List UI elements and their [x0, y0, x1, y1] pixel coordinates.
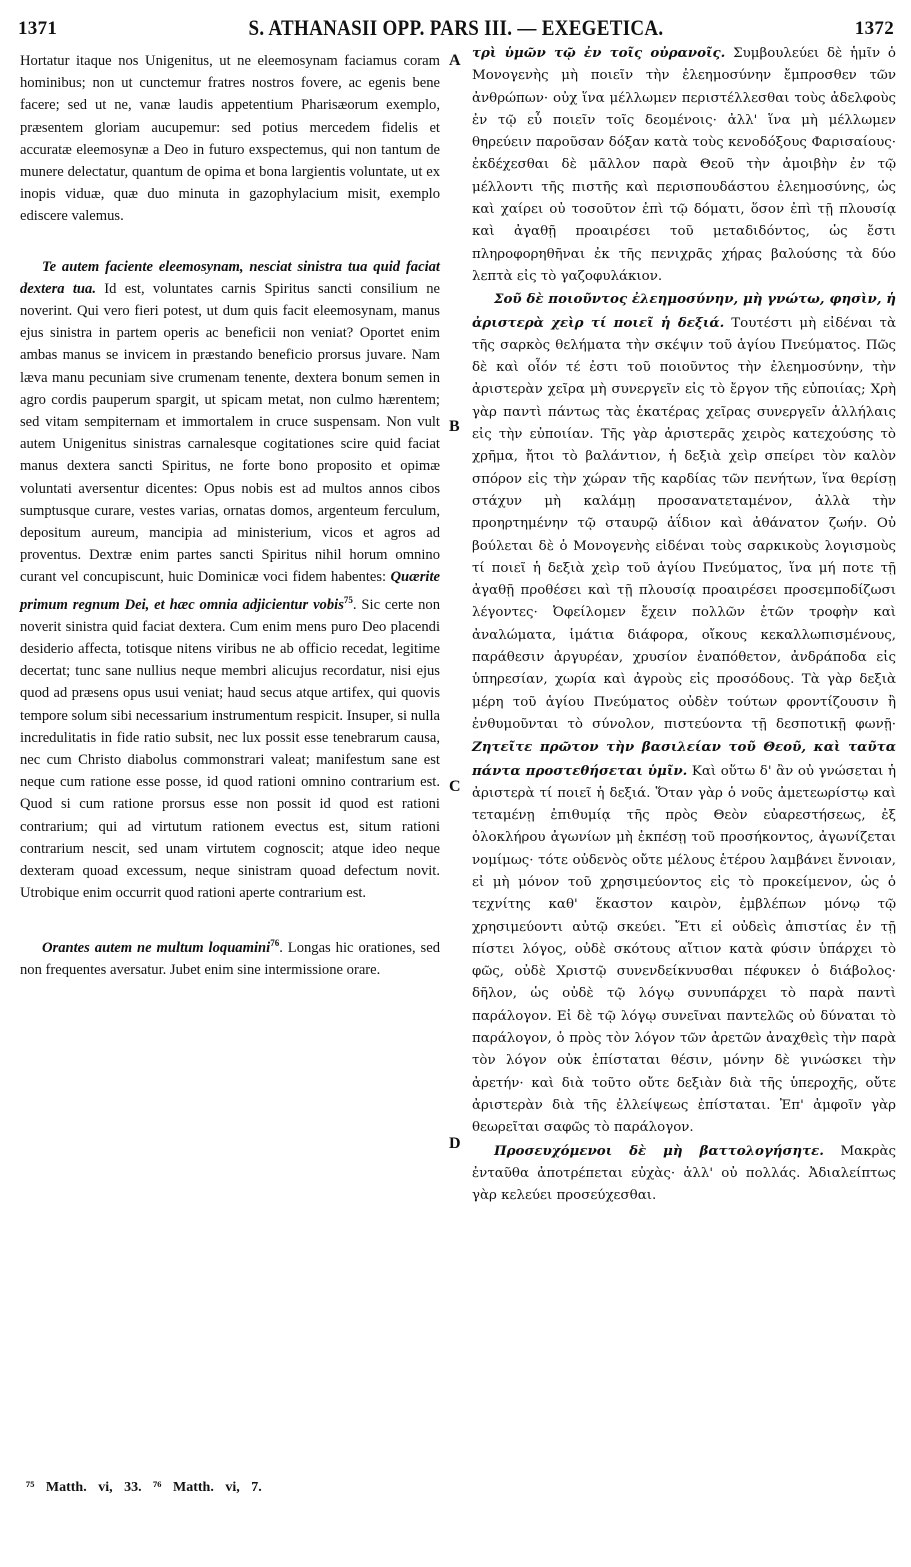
greek-paragraph-3	[472, 1140, 896, 1208]
greek-lemma-2: Σοῦ δὲ ποιοῦντος ἐλεημοσύνην, μὴ γνώτω, φησὶν, ἡ ἀριστερὰ χεὶρ τί ποιεῖ ἡ δεξιά.	[472, 291, 896, 331]
margin-letter-a: A	[449, 52, 461, 69]
greek-column	[472, 42, 896, 1207]
greek-text-2: Τουτέστι μὴ εἰδέναι τὰ τῆς σαρκὸς θελήματα τὴν σκέψιν τοῦ ἁγίου Πνεύματος. Πῶς δὲ καὶ οἷόν τέ ἐστι τοῦ ποιοῦντος τὴν ἐλεημοσύνην, τὴν ἀριστερὰν χεῖρα μὴ συνεργεῖν εἰς τὸ ἔργον τῆς εὐποιίας; Χρὴ γὰρ παντὶ πάντως τὰς ἑκατέρας χεῖρας συνεργεῖν ἀλλήλαις εἰς τὴν εὐποιίαν. Τῆς γὰρ ἀριστερᾶς χειρὸς κατεχούσης τὸ χρῆμα, ἤτοι τὸ βαλάντιον, ἡ δεξιὰ χεὶρ σπείρει τὸν καλὸν σπόρον εἰς τὴν χώραν τῆς καρδίας τῶν πενήτων, ἵνα θερίσῃ στάχυν μὴ καλάμῃ προσανατεταμένον, ἀλλὰ τὴν προηρτημένην τῷ σταυρῷ ἀΐδιον καὶ ἀθάνατον ζωήν. Οὐ βούλεται δὲ ὁ Μονογενὴς εἰδέναι τοὺς σαρκικοὺς λογισμοὺς τί ποιεῖ ἡ δεξιὰ χεὶρ τοῦ ἁγίου Πνεύματος, ἵνα μή ποτε τῇ ἀγαθῇ προθέσει καὶ τῇ πλουσίᾳ προαιρέσει προσεμποδίζωσι λέγοντες· Ὀφείλομεν ἔχειν πολλῶν ἐτῶν τροφὴν καὶ ἀναλώματα, ἱμάτια διάφορα, οἴκους κεκαλλωπισμένους, παράθεσιν ἀργυρέαν, χρυσίον ἐναπόθετον, ἀνδράποδα εἰς ὑπηρεσίαν, χωρία καὶ ἀγροὺς εἰς προσόδους. Τὰ γὰρ δεξιὰ μέρη τοῦ ἁγίου Πνεύματος οὐδὲν τούτων φροντίζουσιν ἢ ἐνθυμοῦνται τὸ σύνολον, πιστεύοντα τῇ δεσποτικῇ φωνῇ·	[472, 315, 896, 732]
footnote-ref-76: 76	[270, 938, 280, 949]
greek-lemma-1: τρὶ ὑμῶν τῷ ἐν τοῖς οὐρανοῖς.	[472, 45, 726, 61]
latin-lemma-3: Orantes autem ne multum loquamini	[42, 940, 271, 957]
latin-column	[20, 50, 440, 982]
greek-text-2-rest: Καὶ οὕτω δ' ἂν οὐ γνώσεται ἡ ἀριστερὰ τί ποιεῖ ἡ δεξιά. Ὅταν γὰρ ὁ νοῦς ἀμετεωρίστῳ καὶ τεταμένῃ ἐπιθυμίᾳ τῆς πρὸς Θεὸν εὐαρεστήσεως, ἐξ ὁλοκλήρου ἀγωνίων μὴ ἐκπέσῃ τοῦ προσήκοντος, ἀγωνίζεται νομίμως· τότε οὐδενὸς οὔτε μέλους ἑτέρου λαμβάνει ἔννοιαν, εἰ μὴ μόνον τοῦ χρησιμεύοντος εἰς τὸ προκείμενον, ὡς ὁ τεχνίτης καθ' ἕκαστον καιρὸν, ἐμβλέπων μόνῳ τῷ χρησιμεύοντι αὐτῷ σκεύει. Ἔτι εἰ οὐδεὶς ἀπιστίας ἐν τῇ πίστει λόγος, οὐδὲ σκότους αἴτιον κατὰ φύσιν ὑπάρχει τὸ φῶς, οὐδὲ Χριστῷ συνενδείκνυσθαι πέφυκεν ὁ διάβολος· δῆλον, ὡς οὐδὲ τῷ λόγῳ συνυπάρχει τὸ παρὰ παντὶ παράλογον. Εἰ δὲ τῷ λόγῳ συνεῖναι παντελῶς οὐ δύναται τὸ παράλογον, ὁ πρὸς τὸν λόγον τῶν ἀρετῶν ἀναχθεὶς τὴν παρὰ τὸν λόγον οὐκ ἐπίσταται θέσιν, μόνην δὲ γινώσκει τὴν ἀρετήν· καὶ διὰ τοῦτο οὔτε δεξιὰν διὰ τῆς ὑπεροχῆς, οὔτε ἀριστερὰν διὰ τῆς ἐλλείψεως ἐπίσταται. Ἐπ' ἀμφοῖν γὰρ θεωρεῖται σαφῶς τὸ παράλογον.	[472, 763, 896, 1136]
page-number-left: 1371	[18, 18, 58, 39]
latin-lemma-2: Te autem faciente eleemosynam, nesciat sinistra tua quid faciat dextera tua.	[20, 258, 440, 297]
margin-letter-d: D	[449, 1135, 461, 1152]
greek-lemma-3: Προσευχόμενοι δὲ μὴ βαττολογήσητε.	[494, 1142, 824, 1159]
running-title: S. ATHANASII OPP. PARS III. — EXEGETICA.	[248, 16, 664, 41]
greek-quote-2: Ζητεῖτε πρῶτον τὴν βασιλείαν τοῦ Θεοῦ, καὶ ταῦτα πάντα προστεθήσεται ὑμῖν.	[472, 739, 896, 779]
latin-text-3: . Longas hic orationes, sed non frequentes aversatur. Jubet enim sine intermissione orare.	[20, 940, 440, 979]
latin-quote-2: Quærite primum regnum Dei, et hæc omnia adjicientur vobis	[20, 569, 440, 613]
margin-letter-b: B	[449, 418, 460, 435]
page-number-right: 1372	[854, 18, 894, 39]
footnotes: ⁷⁵ Matth. vi, 33. ⁷⁶ Matth. vi, 7.	[26, 1480, 262, 1495]
greek-text-1: Συμβουλεύει δὲ ἡμῖν ὁ Μονογενὴς μὴ ποιεῖν τὴν ἐλεημοσύνην ἔμπροσθεν τῶν ἀνθρώπων· οὐχ ἵνα μέλλωμεν περιστέλλεσθαι τοὺς ἀδελφοὺς ἐν τῷ εὖ ποιεῖν τοῖς δεομένοις· ἀλλ' ἵνα μὴ μέλλωμεν θηρεύειν παροῦσαν δόξαν κατὰ τοὺς κενοδόξους Φαρισαίους· ἐκδέχεσθαι δὲ μᾶλλον παρὰ Θεοῦ τὴν ἀμοιβὴν ἐν τῷ μέλλοντι τῆς πιστῆς καὶ περισπουδάστου ἐλεημοσύνης, ὡς καὶ χαίρει οὐ τοσοῦτον ἐπὶ τῷ δόματι, ὅσον ἐπὶ τῇ πλουσίᾳ καὶ ἀγαθῇ προαιρέσει τοῦ μεταδιδόντος, ὡς ἔστι πληροφορηθῆναι ἐκ τῆς πενιχρᾶς χήρας βαλούσης τὰ δύο λεπτὰ εἰς τὸ γαζοφυλάκιον.	[472, 46, 896, 284]
latin-paragraph-3	[20, 932, 440, 981]
running-header	[18, 12, 894, 42]
greek-paragraph-2	[472, 288, 896, 1139]
margin-letter-c: C	[449, 778, 461, 795]
latin-paragraph-1: Hortatur itaque nos Unigenitus, ut ne eleemosynam faciamus coram hominibus; non ut cunctemur fratres nostros fovere, ac egenis bene facere; sed ut ne, vanæ laudis appetentium Pharisæorum exemplo, præsentem gloriam aucupemur: sed potius mercedem fidelis et accuratæ eleemosynæ a Deo in futuro exspectemus, qui non tantum de munere delectatur, quantum de opima et bona largientis voluntate, ut ex inopis viduæ, quæ duo minuta in gazophylacium misit, exemplo ediscere valemus.	[20, 53, 440, 225]
greek-paragraph-1	[472, 42, 896, 288]
footnote-ref-75: 75	[343, 594, 353, 605]
latin-text-2-rest: . Sic certe non noverit sinistra quid faciat dextera. Cum enim mens puro Deo placendi desiderio affecta, totisque nitens viribus ne ab officio recedat, legitime decertat; tunc sane nullius neque membri alicujus recordatur, nisi ejus quod ad præsens opus usui veniat; haud secus atque artifex, qui quovis tempore solum sibi necessarium instrumentum respicit. Insuper, si nulla incredulitatis in fide ratio subsit, nec lux possit esse tenebrarum causa, nec cum Christo diabolus commonstrari valeat; manifestum sane est neque cum ratione esse posse, id quod rationi omnino contrarium est. Quod si cum ratione prorsus esse non possit id quod est rationi contrarium; qui ad virtutum rationem evectus est, situm rationi contrarium nescit, sed unam virtutem cognoscit; atque ideo neque dexteram quoad excessum, neque sinistram quoad defectum novit. Utrobique enim occurrit quod rationi aperte contrarium est.	[20, 596, 440, 902]
latin-text-2: Id est, voluntates carnis Spiritus sancti consilium ne noverint. Qui vero fieri potest, ut dum quis facit eleemosynam, manus ejus sinistra in partem operis ac beneficii non veniat? Oportet enim ambas manus se invicem in præstando beneficio prorsus juvare. Nam læva manu pecuniam sive crumenam tenente, dextera bonum semen in agro cordis pauperum spargit, ut spicam metat, non culmo hærentem; sed vitam sempiternam et immortalem in cruce suspensam. Non vult autem Unigenitus sinistras carnalesque cogitationes scire quid faciat manus dextera sancti Spiritus, ne forte bono proposito et opimæ voluntati aversentur dicentes: Opus nobis est ad multos annos cibos sumptusque curare, vestes varias, ornatas domos, argenteum ferculum, depositum aureum, mancipia ad ministerium, vicos et agros ad proventus. Dextræ enim partes sancti Spiritus nihil horum omnino curant vel concupiscunt, huic Dominicæ voci fidem habentes:	[20, 280, 440, 586]
latin-paragraph-2	[20, 256, 440, 905]
greek-text-3: Μακρὰς ἐνταῦθα ἀποτρέπεται εὐχὰς· ἀλλ' οὐ πολλάς. Ἀδιαλείπτως γὰρ κελεύει προσεύχεσθαι.	[472, 1143, 896, 1204]
